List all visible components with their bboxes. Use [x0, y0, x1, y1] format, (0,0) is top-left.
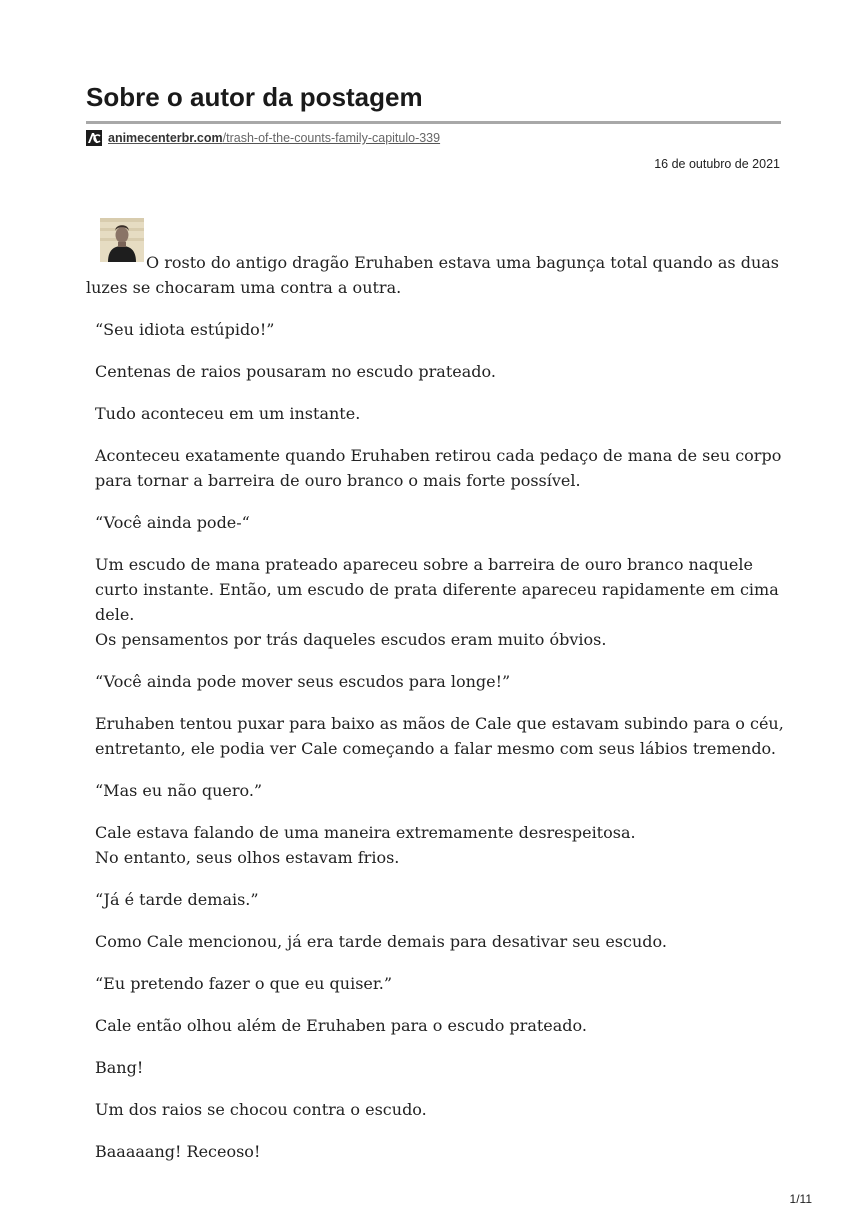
paragraph: Baaaaang! Receoso! [95, 1142, 261, 1161]
paragraph: Bang! [95, 1058, 144, 1077]
source-path: /trash-of-the-counts-family-capitulo-339 [222, 131, 441, 145]
paragraph: Um escudo de mana prateado apareceu sobre a barreira de ouro branco naquele curto instante. Então, um escudo de prata diferente apareceu rapidamente em cima dele. Os pensamentos por trás daqueles escudos eram muito óbvios. [95, 555, 779, 649]
paragraph: Tudo aconteceu em um instante. [95, 404, 361, 423]
paragraph: “Seu idiota estúpido!” [95, 320, 275, 339]
paragraph: O rosto do antigo dragão Eruhaben estava uma bagunça total quando as duas luzes se chocaram uma contra a outra. [86, 253, 780, 297]
paragraph: “Você ainda pode mover seus escudos para longe!” [95, 672, 511, 691]
paragraph: “Já é tarde demais.” [95, 890, 259, 909]
page-number: 1/11 [789, 1192, 812, 1206]
page-title: Sobre o autor da postagem [86, 82, 423, 112]
paragraph: Centenas de raios pousaram no escudo prateado. [95, 362, 496, 381]
site-logo-icon [86, 130, 102, 146]
source-domain: animecenterbr.com [108, 131, 223, 145]
paragraph: “Eu pretendo fazer o que eu quiser.” [95, 974, 393, 993]
paragraph: Cale estava falando de uma maneira extremamente desrespeitosa. No entanto, seus olhos estavam frios. [95, 823, 636, 867]
article-body [86, 250, 785, 1181]
title-divider [86, 121, 781, 124]
paragraph: Aconteceu exatamente quando Eruhaben retirou cada pedaço de mana de seu corpo para tornar a barreira de ouro branco o mais forte possível. [95, 446, 782, 490]
post-date: 16 de outubro de 2021 [654, 157, 780, 171]
paragraph: “Você ainda pode-“ [95, 513, 250, 532]
paragraph: Um dos raios se chocou contra o escudo. [95, 1100, 427, 1119]
source-row [86, 130, 440, 146]
source-link[interactable] [108, 131, 440, 145]
paragraph: Eruhaben tentou puxar para baixo as mãos de Cale que estavam subindo para o céu, entretanto, ele podia ver Cale começando a falar mesmo com seus lábios tremendo. [95, 714, 784, 758]
paragraph: Cale então olhou além de Eruhaben para o escudo prateado. [95, 1016, 587, 1035]
paragraph: Como Cale mencionou, já era tarde demais para desativar seu escudo. [95, 932, 667, 951]
paragraph: “Mas eu não quero.” [95, 781, 263, 800]
